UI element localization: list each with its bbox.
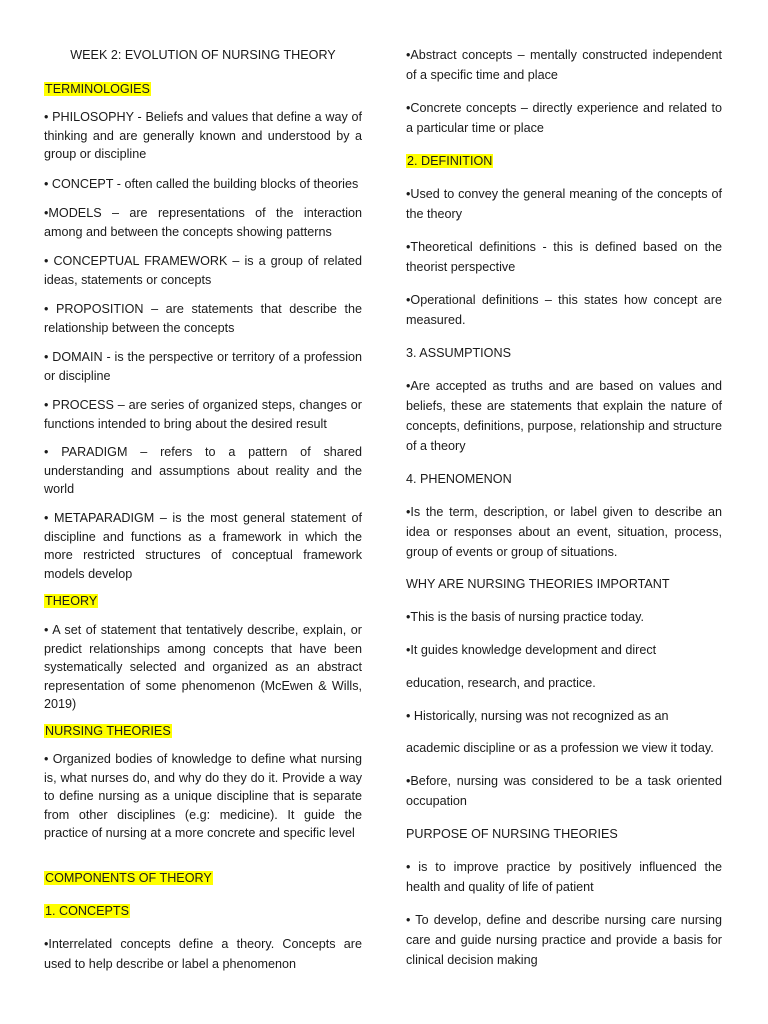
concepts-heading: 1. CONCEPTS	[45, 904, 129, 918]
why-item-3: education, research, and practice.	[406, 676, 596, 690]
why-heading: WHY ARE NURSING THEORIES IMPORTANT	[406, 577, 670, 591]
proposition-item: • PROPOSITION – are statements that describe the relationship between the concepts	[44, 302, 362, 335]
page-title: WEEK 2: EVOLUTION OF NURSING THEORY	[70, 48, 336, 62]
concept-item: • CONCEPT - often called the building blocks of theories	[44, 177, 359, 191]
nursing-theories-heading: NURSING THEORIES	[45, 724, 171, 738]
phenomenon-heading: 4. PHENOMENON	[406, 472, 512, 486]
theory-heading: THEORY	[45, 594, 98, 608]
domain-item: • DOMAIN - is the perspective or territory of a profession or discipline	[44, 350, 362, 383]
why-item-1: •This is the basis of nursing practice today.	[406, 610, 644, 624]
definition-heading: 2. DEFINITION	[407, 154, 493, 168]
conceptual-framework-item: • CONCEPTUAL FRAMEWORK – is a group of related ideas, statements or concepts	[44, 254, 362, 287]
why-item-5: academic discipline or as a profession we view it today.	[406, 741, 714, 755]
abstract-concepts: •Abstract concepts – mentally constructed independent of a specific time and place	[406, 48, 722, 82]
components-heading: COMPONENTS OF THEORY	[45, 871, 212, 885]
terminologies-heading: TERMINOLOGIES	[45, 82, 150, 96]
philosophy-item: • PHILOSOPHY - Beliefs and values that define a way of thinking and are generally known and understood by a group or discipline	[44, 110, 362, 161]
purpose-item-1: • is to improve practice by positively influenced the health and quality of life of patient	[406, 860, 722, 894]
concrete-concepts: •Concrete concepts – directly experience and related to a particular time or place	[406, 101, 722, 135]
purpose-heading: PURPOSE OF NURSING THEORIES	[406, 827, 618, 841]
phenomenon-text: •Is the term, description, or label given to describe an idea or responses about an event, situation, process, group of events or group of situations.	[406, 505, 722, 559]
why-item-4: • Historically, nursing was not recognized as an	[406, 709, 669, 723]
why-item-6: •Before, nursing was considered to be a task oriented occupation	[406, 774, 722, 808]
purpose-item-2: • To develop, define and describe nursing care nursing care and guide nursing practice and provide a basis for clinical decision making	[406, 913, 722, 967]
assumptions-text: •Are accepted as truths and are based on values and beliefs, these are statements that explain the nature of concepts, definitions, purpose, relationship and structure of a theory	[406, 379, 722, 453]
theoretical-definitions: •Theoretical definitions - this is defined based on the theorist perspective	[406, 240, 722, 274]
paradigm-item: • PARADIGM – refers to a pattern of shared understanding and assumptions about reality and the world	[44, 445, 362, 496]
why-item-2: •It guides knowledge development and direct	[406, 643, 657, 657]
concepts-text: •Interrelated concepts define a theory. Concepts are used to help describe or label a phenomenon	[44, 937, 362, 971]
operational-definitions: •Operational definitions – this states how concept are measured.	[406, 293, 722, 327]
definition-text: •Used to convey the general meaning of the concepts of the theory	[406, 187, 722, 221]
theory-text: • A set of statement that tentatively describe, explain, or predict relationships among concepts that have been systematically selected and organized as an abstract representation of some phenomenon (McEwen & Wills, 2019)	[44, 623, 362, 711]
process-item: • PROCESS – are series of organized steps, changes or functions intended to bring about the desired result	[44, 398, 362, 431]
models-item: •MODELS – are representations of the interaction among and between the concepts showing patterns	[44, 206, 362, 239]
metaparadigm-item: • METAPARADIGM – is the most general statement of discipline and functions as a framework in which the more restricted structures of conceptual framework models develop	[44, 511, 362, 581]
nursing-theories-text: • Organized bodies of knowledge to define what nursing is, what nurses do, and why do they do it. Provide a way to define nursing as a unique discipline that is separate from other disciplines (e.g: medicine). It guide the practice of nursing at a more concrete and specific level	[44, 752, 362, 840]
assumptions-heading: 3. ASSUMPTIONS	[406, 346, 511, 360]
